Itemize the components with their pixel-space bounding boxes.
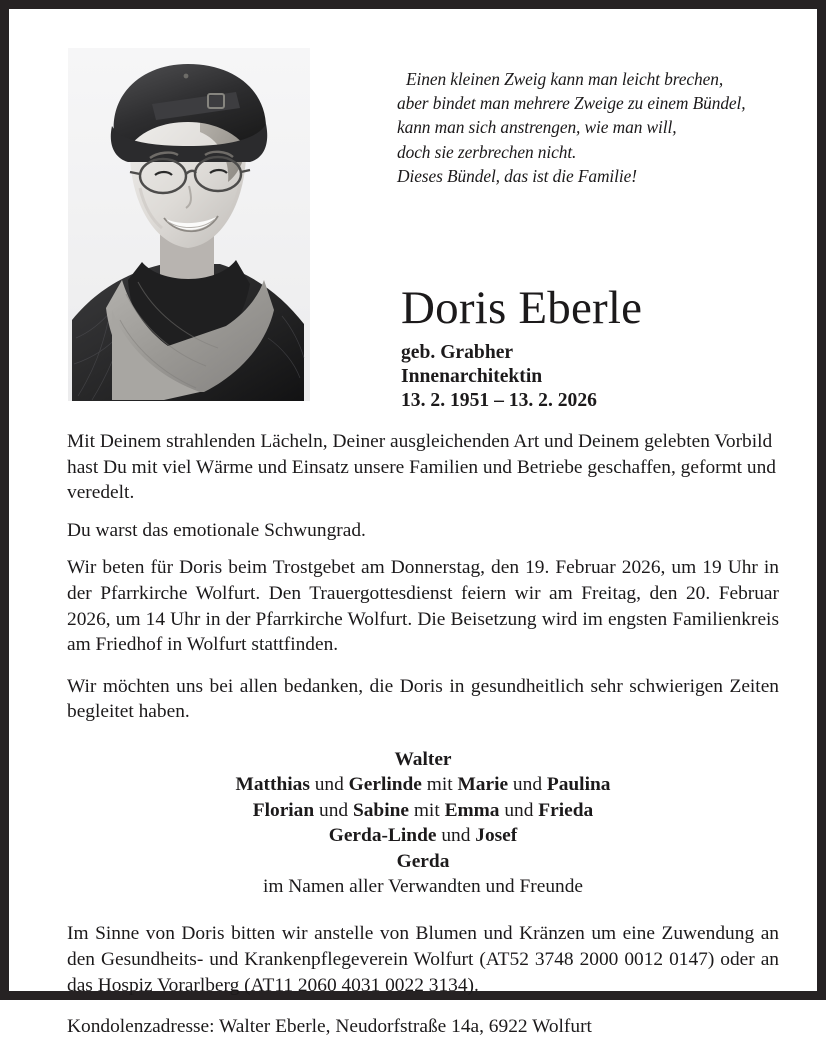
header-area	[9, 9, 817, 411]
family-member-name: Emma	[444, 799, 500, 821]
family-closing: im Namen aller Verwandten und Freunde	[262, 875, 584, 897]
family-connector: und	[436, 825, 476, 847]
thanks-paragraph: Wir möchten uns bei allen bedanken, die Doris in gesundheitlich sehr schwierigen Zeiten begleitet haben.	[67, 675, 779, 723]
condolence-address: Kondolenzadresse: Walter Eberle, Neudorfstraße 14a, 6922 Wolfurt	[67, 1016, 592, 1038]
portrait-illustration	[68, 48, 310, 401]
body-text	[67, 429, 779, 1040]
family-line	[67, 798, 779, 823]
family-member-name: Walter	[394, 748, 452, 770]
family-member-name: Sabine	[352, 799, 409, 821]
family-connector: und	[499, 799, 539, 821]
donation-paragraph: Im Sinne von Doris bitten wir anstelle von Blumen und Kränzen um eine Zuwendung an den Gesundheits- und Krankenpflegeverein Wolfurt (AT52 3748 2000 0012 0147) oder an das Hospiz Vorarlberg (AT11 2060 4031 0022 3134).	[67, 923, 779, 996]
quote-text	[397, 67, 809, 188]
family-member-name: Frieda	[538, 799, 594, 821]
family-member-name: Florian	[252, 799, 315, 821]
name-block	[401, 281, 821, 413]
family-line	[67, 849, 779, 874]
family-member-name: Josef	[475, 825, 518, 847]
deceased-name: Doris Eberle	[401, 282, 643, 334]
family-member-name: Marie	[457, 774, 509, 796]
family-connector: und	[508, 774, 547, 796]
family-member-name: Gerda	[396, 850, 450, 872]
family-member-name: Gerlinde	[348, 774, 422, 796]
family-connector: und	[314, 799, 353, 821]
family-connector: und	[309, 774, 349, 796]
family-connector: mit	[421, 774, 458, 796]
flywheel-paragraph: Du warst das emotionale Schwungrad.	[67, 519, 366, 541]
tribute-paragraph: Mit Deinem strahlenden Lächeln, Deiner ausgleichenden Art und Deinem gelebten Vorbild hast Du mit viel Wärme und Einsatz unsere Familien und Betriebe geschaffen, geformt und veredelt.	[67, 431, 776, 504]
family-line	[67, 772, 779, 797]
quote-line: aber bindet man mehrere Zweige zu einem Bündel,	[397, 93, 746, 114]
services-paragraph: Wir beten für Doris beim Trostgebet am Donnerstag, den 19. Februar 2026, um 19 Uhr in der Pfarrkirche Wolfurt. Den Trauergottesdienst feiern wir am Freitag, den 20. Februar 2026, um 14 Uhr in der Pfarrkirche Wolfurt. Die Beisetzung wird im engsten Familienkreis am Friedhof in Wolfurt stattfinden.	[67, 557, 779, 656]
quote-line: doch sie zerbrechen nicht.	[397, 141, 577, 162]
family-member-name: Paulina	[546, 774, 611, 796]
family-names	[67, 747, 779, 899]
family-line	[67, 823, 779, 848]
family-connector: mit	[409, 799, 445, 821]
notice-inner	[9, 9, 817, 1038]
profession: Innenarchitektin	[401, 365, 543, 387]
quote-line: kann man sich anstrengen, wie man will,	[397, 117, 677, 138]
maiden-name: geb. Grabher	[401, 342, 514, 363]
quote-line: Dieses Bündel, das ist die Familie!	[397, 165, 637, 186]
family-line	[67, 747, 779, 772]
quote-line: Einen kleinen Zweig kann man leicht brechen,	[406, 69, 724, 89]
family-member-name: Matthias	[235, 774, 310, 796]
life-dates: 13. 2. 1951 – 13. 2. 2026	[401, 390, 597, 411]
portrait-photo	[68, 48, 310, 401]
family-member-name: Gerda-Linde	[328, 825, 437, 847]
